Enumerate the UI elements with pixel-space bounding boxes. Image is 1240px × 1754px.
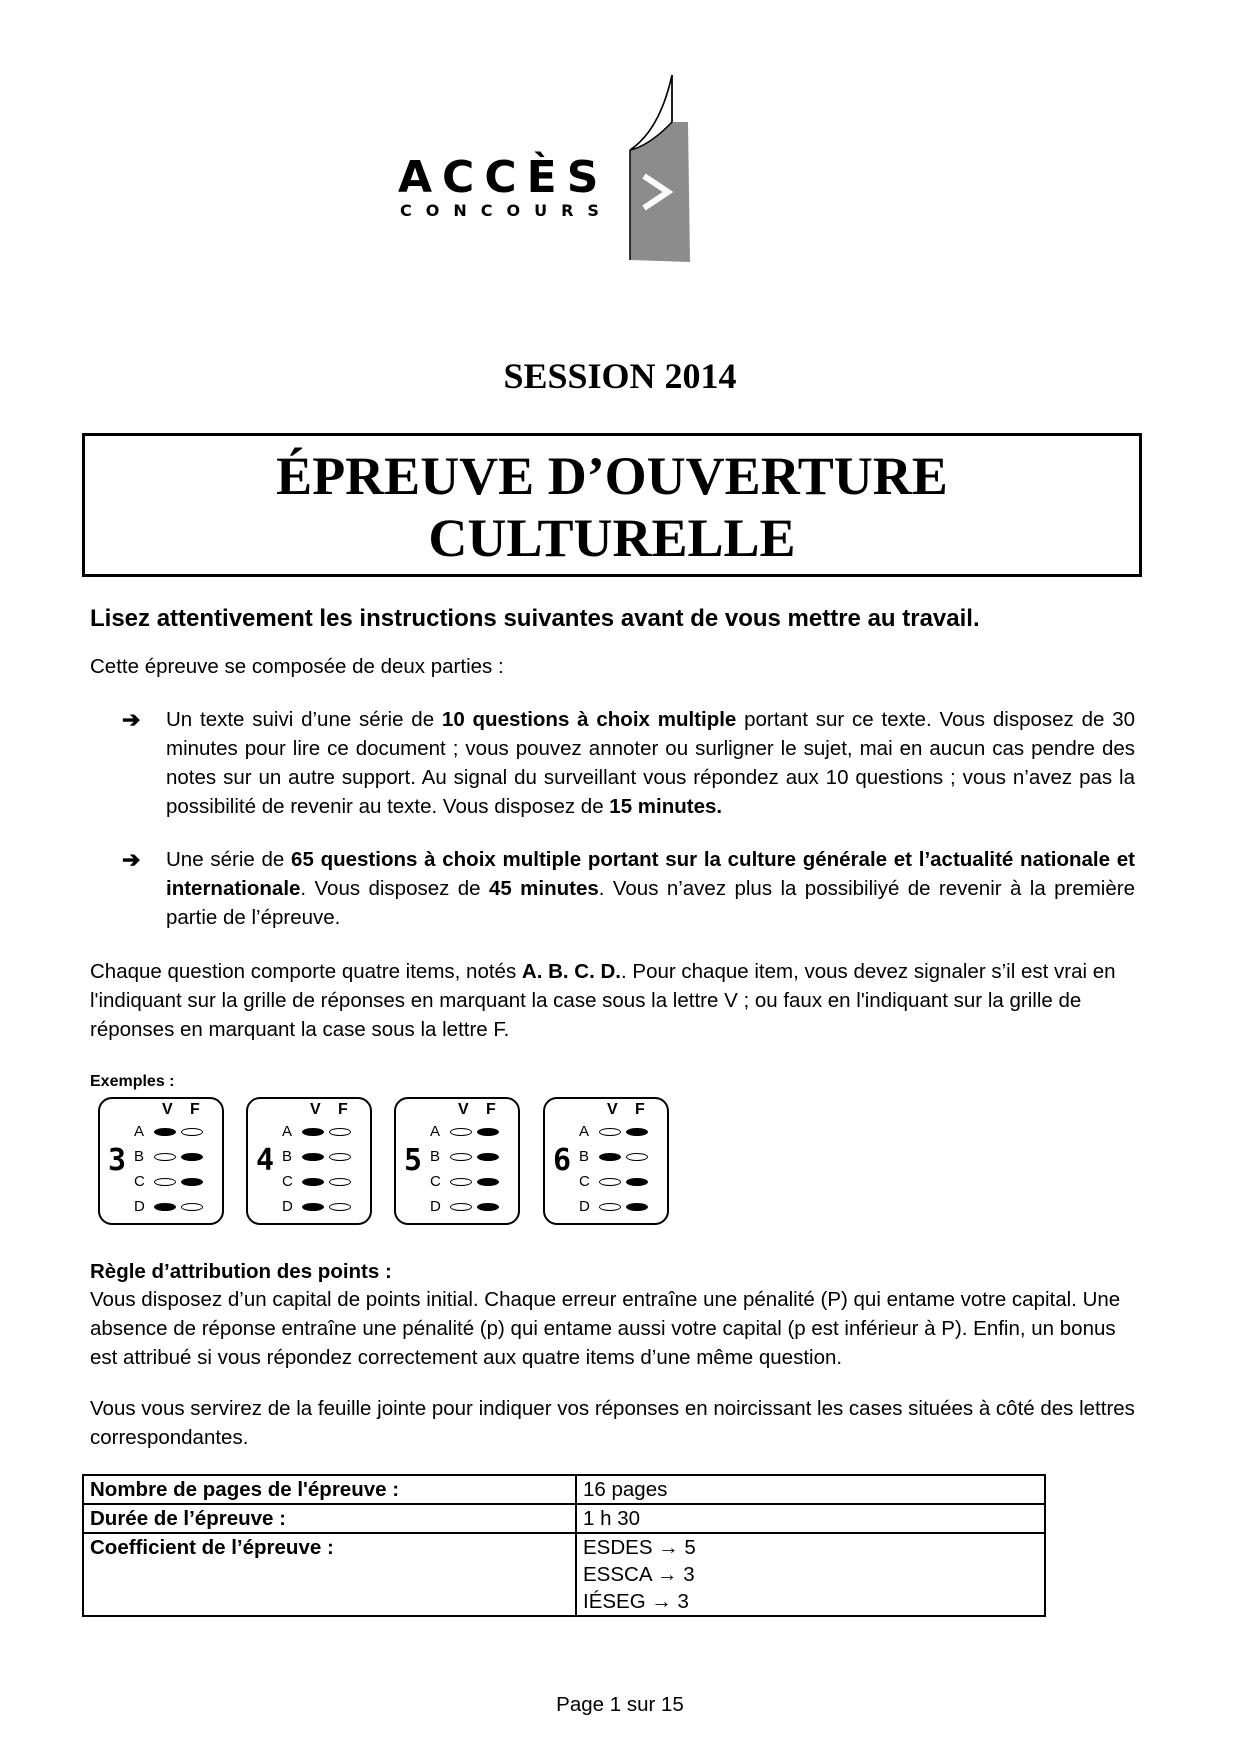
item-letter: B bbox=[134, 1148, 145, 1165]
example-item-row bbox=[134, 1198, 214, 1218]
item-letter: B bbox=[430, 1148, 441, 1165]
faux-box-filled bbox=[477, 1203, 499, 1211]
vrai-box bbox=[450, 1178, 472, 1186]
example-number: 3 bbox=[108, 1143, 127, 1178]
example-number: 5 bbox=[404, 1143, 423, 1178]
faux-box-filled bbox=[181, 1153, 203, 1161]
example-card-6 bbox=[543, 1097, 669, 1225]
faux-box-filled bbox=[477, 1128, 499, 1136]
vrai-box-filled bbox=[302, 1178, 324, 1186]
answer-sheet-instructions: Vous vous servirez de la feuille jointe pour indiquer vos réponses en noircissant les cases situées à côté des lettres correspondantes. bbox=[90, 1397, 1135, 1449]
vrai-box bbox=[450, 1153, 472, 1161]
faux-box bbox=[329, 1203, 351, 1211]
example-item-row bbox=[579, 1198, 659, 1218]
vrai-box bbox=[450, 1128, 472, 1136]
table-row bbox=[83, 1504, 1045, 1533]
example-item-row bbox=[282, 1123, 362, 1143]
item-letter: D bbox=[134, 1198, 145, 1215]
item-letter: A bbox=[430, 1123, 441, 1140]
example-item-row bbox=[430, 1123, 510, 1143]
instructions-heading: Lisez attentivement les instructions suivantes avant de vous mettre au travail. bbox=[90, 605, 980, 632]
example-item-row bbox=[282, 1148, 362, 1168]
vrai-box-filled bbox=[154, 1203, 176, 1211]
item-letter: B bbox=[282, 1148, 293, 1165]
coefficient-essca: ESSCA → 3 bbox=[583, 1563, 695, 1586]
column-f-label: F bbox=[635, 1101, 645, 1118]
example-card-3 bbox=[98, 1097, 224, 1225]
faux-box-filled bbox=[626, 1203, 648, 1211]
example-item-row bbox=[134, 1123, 214, 1143]
item-letter: C bbox=[134, 1173, 145, 1190]
vrai-box-filled bbox=[302, 1128, 324, 1136]
instruction-bullet-1: ➔ Un texte suivi d’une série de 10 questions à choix multiple portant sur ce texte. Vous disposez de 30 minutes pour lire ce document ; vous pouvez annoter ou surligner le sujet, mai en aucun cas pendre des notes sur un autre support. Au signal du surveillant vous répondez aux 10 questions ; vous n’avez pas la possibilité de revenir au texte. Vous disposez de 15 minutes. bbox=[122, 707, 1135, 818]
item-letter: A bbox=[282, 1123, 293, 1140]
column-f-label: F bbox=[338, 1101, 348, 1118]
vrai-box bbox=[599, 1203, 621, 1211]
duration-label: Durée de l’épreuve : bbox=[83, 1504, 576, 1533]
faux-box-filled bbox=[626, 1178, 648, 1186]
instruction-bullet-2: ➔ Une série de 65 questions à choix multiple portant sur la culture générale et l’actualité nationale et internationale. Vous disposez de 45 minutes. Vous n’avez plus la possibiliyé de revenir à la première partie de l’épreuve. bbox=[122, 847, 1135, 929]
example-item-row bbox=[579, 1123, 659, 1143]
vrai-box-filled bbox=[302, 1203, 324, 1211]
scoring-rules-heading: Règle d’attribution des points : bbox=[90, 1260, 392, 1283]
vrai-box-filled bbox=[599, 1153, 621, 1161]
exam-title-box bbox=[82, 433, 1142, 577]
example-item-row bbox=[430, 1198, 510, 1218]
example-item-row bbox=[579, 1148, 659, 1168]
item-letter: D bbox=[430, 1198, 441, 1215]
page-number: Page 1 sur 15 bbox=[556, 1693, 684, 1716]
example-item-row bbox=[282, 1173, 362, 1193]
item-letter: C bbox=[282, 1173, 293, 1190]
item-letter: D bbox=[579, 1198, 590, 1215]
faux-box-filled bbox=[626, 1128, 648, 1136]
faux-box-filled bbox=[181, 1178, 203, 1186]
coefficient-values bbox=[576, 1533, 1045, 1616]
scoring-rules-body: Vous disposez d’un capital de points initial. Chaque erreur entraîne une pénalité (P) qui entame votre capital. Une absence de réponse entraîne une pénalité (p) qui entame aussi votre capital (p est inférieur à P). Enfin, un bonus est attribué si vous répondez correctement aux quatre items d’une même question. bbox=[90, 1288, 1121, 1369]
faux-box bbox=[181, 1203, 203, 1211]
item-letter: B bbox=[579, 1148, 590, 1165]
example-number: 4 bbox=[256, 1143, 275, 1178]
example-item-row bbox=[282, 1198, 362, 1218]
examples-label: Exemples : bbox=[90, 1073, 175, 1090]
item-letter: C bbox=[430, 1173, 441, 1190]
example-item-row bbox=[430, 1173, 510, 1193]
exam-title-line-2: CULTURELLE bbox=[428, 508, 796, 568]
column-v-label: V bbox=[607, 1101, 618, 1118]
question-format-paragraph: Chaque question comporte quatre items, notés A. B. C. D.. Pour chaque item, vous devez signaler s’il est vrai en l'indiquant sur la grille de réponses en marquant la case sous la lettre V ; ou faux en l'indiquant sur la grille de réponses en marquant la case sous la lettre F. bbox=[90, 960, 1116, 1041]
example-item-row bbox=[134, 1148, 214, 1168]
table-row bbox=[83, 1533, 1045, 1616]
coefficient-ieseg: IÉSEG → 3 bbox=[583, 1590, 689, 1613]
item-letter: D bbox=[282, 1198, 293, 1215]
logo-word: ACCÈS bbox=[398, 152, 609, 203]
pages-label: Nombre de pages de l'épreuve : bbox=[83, 1475, 576, 1504]
item-letter: A bbox=[579, 1123, 590, 1140]
vrai-box-filled bbox=[154, 1128, 176, 1136]
faux-box bbox=[329, 1153, 351, 1161]
vrai-box bbox=[599, 1178, 621, 1186]
item-letter: C bbox=[579, 1173, 590, 1190]
pages-value: 16 pages bbox=[576, 1475, 1045, 1504]
vrai-box bbox=[450, 1203, 472, 1211]
coefficient-label: Coefficient de l’épreuve : bbox=[83, 1533, 576, 1616]
vrai-box bbox=[154, 1153, 176, 1161]
exam-title-line-1: ÉPREUVE D’OUVERTURE bbox=[276, 446, 948, 506]
exam-info-table bbox=[82, 1474, 1046, 1617]
arrow-right-icon: ➔ bbox=[122, 847, 141, 872]
acces-concours-logo bbox=[398, 80, 780, 300]
session-title: SESSION 2014 bbox=[503, 356, 737, 396]
logo-subword: CONCOURS bbox=[400, 201, 613, 220]
column-v-label: V bbox=[458, 1101, 469, 1118]
vrai-box-filled bbox=[302, 1153, 324, 1161]
faux-box bbox=[181, 1128, 203, 1136]
example-item-row bbox=[430, 1148, 510, 1168]
arrow-right-icon: ➔ bbox=[122, 707, 141, 732]
faux-box-filled bbox=[477, 1178, 499, 1186]
faux-box bbox=[329, 1128, 351, 1136]
duration-value: 1 h 30 bbox=[576, 1504, 1045, 1533]
example-number: 6 bbox=[553, 1143, 572, 1178]
instructions-intro: Cette épreuve se composée de deux parties : bbox=[90, 655, 504, 678]
faux-box bbox=[626, 1153, 648, 1161]
faux-box-filled bbox=[477, 1153, 499, 1161]
column-v-label: V bbox=[162, 1101, 173, 1118]
example-item-row bbox=[579, 1173, 659, 1193]
item-letter: A bbox=[134, 1123, 145, 1140]
example-item-row bbox=[134, 1173, 214, 1193]
vrai-box bbox=[599, 1128, 621, 1136]
table-row bbox=[83, 1475, 1045, 1504]
column-f-label: F bbox=[190, 1101, 200, 1118]
column-f-label: F bbox=[486, 1101, 496, 1118]
faux-box bbox=[329, 1178, 351, 1186]
example-card-4 bbox=[246, 1097, 372, 1225]
vrai-box bbox=[154, 1178, 176, 1186]
coefficient-esdes: ESDES → 5 bbox=[583, 1536, 696, 1559]
example-card-5 bbox=[394, 1097, 520, 1225]
column-v-label: V bbox=[310, 1101, 321, 1118]
